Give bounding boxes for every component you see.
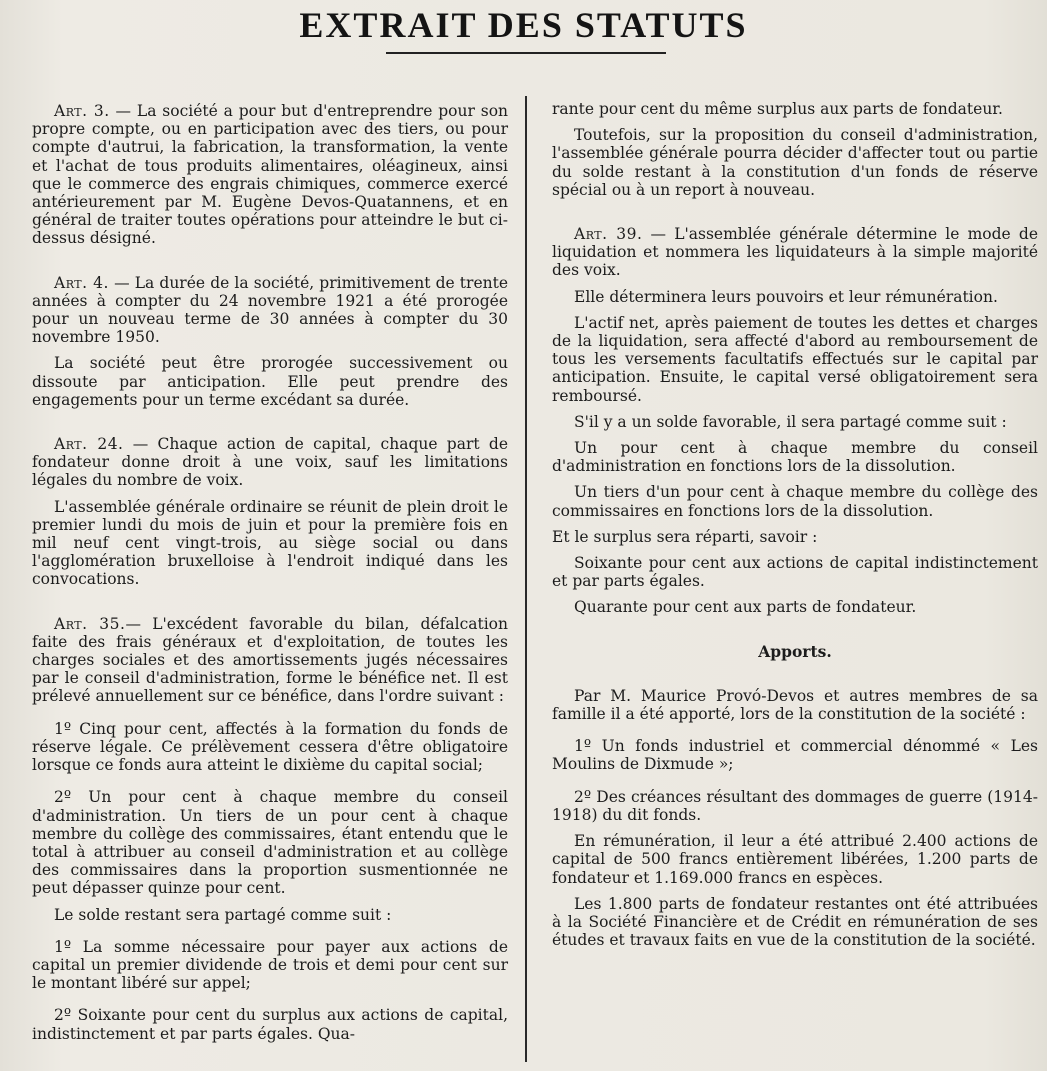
article-label: Art. 4. — [54, 273, 109, 292]
paragraph: rante pour cent du même surplus aux parts de fondateur. — [552, 100, 1003, 118]
article-text: — L'excédent favorable du bilan, défalcation faite des frais généraux et d'exploitation, de toutes les charges sociales et des amortissements jugés nécessaires par le conseil d'administration, forme le bénéfice net. Il est prélevé annuellement sur ce bénéfice, dans l'ordre suivant : — [32, 614, 508, 706]
article-text: — L'assemblée générale détermine le mode de liquidation et nommera les liquidateurs à la simple majorité des voix. — [552, 225, 1038, 280]
paragraph: 1º La somme nécessaire pour payer aux actions de capital un premier dividende de trois et demi pour cent sur le montant libéré sur appel; — [32, 937, 508, 993]
paragraph: 2º Soixante pour cent du surplus aux actions de capital, indistinctement et par parts égales. Qua- — [32, 1006, 508, 1043]
paragraph: Soixante pour cent aux actions de capital indistinctement et par parts égales. — [552, 554, 1038, 591]
article-label: Art. 39. — [574, 225, 643, 244]
paragraph: Toutefois, sur la proposition du conseil d'administration, l'assemblée générale pourra décider d'affecter tout ou partie du solde restant à la constitution d'un fonds de réserve spécial ou à un report à nouveau. — [552, 126, 1038, 199]
right-column — [552, 100, 1038, 949]
paragraph: L'actif net, après paiement de toutes les dettes et charges de la liquidation, sera affecté d'abord au remboursement de tous les versements facultatifs effectués sur le capital par anticipation. Ensuite, le capital versé obligatoirement sera remboursé. — [552, 313, 1038, 405]
left-column — [32, 102, 508, 1043]
article-label: Art. 3. — [54, 102, 110, 120]
paragraph: S'il y a un solde favorable, il sera partagé comme suit : — [574, 412, 1007, 431]
paragraph: L'assemblée générale ordinaire se réunit de plein droit le premier lundi du mois de juin et pour la première fois en mil neuf cent vingt-trois, au siège social ou dans l'agglomération bruxelloise à l'endroit indiqué dans les convocations. — [32, 497, 508, 589]
article-24 — [32, 435, 508, 490]
paragraph: Le solde restant sera partagé comme suit : — [54, 905, 392, 924]
article-35 — [32, 615, 508, 706]
article-label: Art. 24. — [54, 435, 124, 454]
paragraph: 2º Des créances résultant des dommages de guerre (1914-1918) du dit fonds. — [552, 787, 1038, 824]
page-title: EXTRAIT DES STATUTS — [299, 5, 748, 45]
paragraph: Elle déterminera leurs pouvoirs et leur rémunération. — [574, 287, 998, 306]
paragraph: Et le surplus sera réparti, savoir : — [552, 527, 818, 546]
paragraph: Les 1.800 parts de fondateur restantes ont été attribuées à la Société Financière et de Crédit en rémunération de ses études et travaux faits en vue de la constitution de la société. — [552, 894, 1038, 950]
paragraph: 1º Un fonds industriel et commercial dénommé « Les Moulins de Dixmude »; — [552, 737, 1038, 774]
paragraph: En rémunération, il leur a été attribué 2.400 actions de capital de 500 francs entièrement libérées, 1.200 parts de fondateur et 1.169.000 francs en espèces. — [552, 832, 1038, 887]
paragraph: Quarante pour cent aux parts de fondateur. — [574, 598, 917, 617]
article-3 — [32, 102, 508, 248]
paragraph: 2º Un pour cent à chaque membre du conseil d'administration. Un tiers de un pour cent à chaque membre du collège des commissaires, étant entendu que le total à attribuer au conseil d'administration et au collège des commissaires dans la proportion susmentionnée ne peut dépasser quinze pour cent. — [32, 788, 508, 898]
article-text: — La société a pour but d'entreprendre pour son propre compte, ou en participation avec des tiers, ou pour compte d'autrui, la fabrication, la transformation, la vente et l'achat de tous produits alimentaires, oléagineux, ainsi que le commerce des engrais chimiques, commerce exercé antérieurement par M. Eugène Devos-Quatannens, et en général de traiter toutes opérations pour atteindre le but ci-dessus désigné. — [32, 102, 509, 248]
paragraph: Un pour cent à chaque membre du conseil d'administration en fonctions lors de la dissolution. — [552, 439, 1038, 476]
section-heading-apports: Apports. — [758, 641, 832, 661]
article-text: — La durée de la société, primitivement de trente années à compter du 24 novembre 1921 a été prorogée pour un nouveau terme de 30 années à compter du 30 novembre 1950. — [32, 273, 508, 347]
article-label: Art. 35. — [54, 614, 126, 633]
article-text: — Chaque action de capital, chaque part de fondateur donne droit à une voix, sauf les limitations légales du nombre de voix. — [32, 435, 508, 490]
article-4 — [32, 274, 508, 347]
article-39 — [552, 225, 1038, 280]
paragraph: Par M. Maurice Provó-Devos et autres membres de sa famille il a été apporté, lors de la constitution de la société : — [552, 686, 1038, 724]
paragraph: Un tiers d'un pour cent à chaque membre du collège des commissaires en fonctions lors de la dissolution. — [552, 483, 1038, 520]
paragraph: 1º Cinq pour cent, affectés à la formation du fonds de réserve légale. Ce prélèvement cessera d'être obligatoire lorsque ce fonds aura atteint le dixième du capital social; — [32, 719, 508, 775]
column-divider — [525, 96, 527, 1062]
title-underline — [386, 52, 666, 54]
paragraph: La société peut être prorogée successivement ou dissoute par anticipation. Elle peut prendre des engagements pour un terme excédant sa durée. — [32, 354, 508, 409]
